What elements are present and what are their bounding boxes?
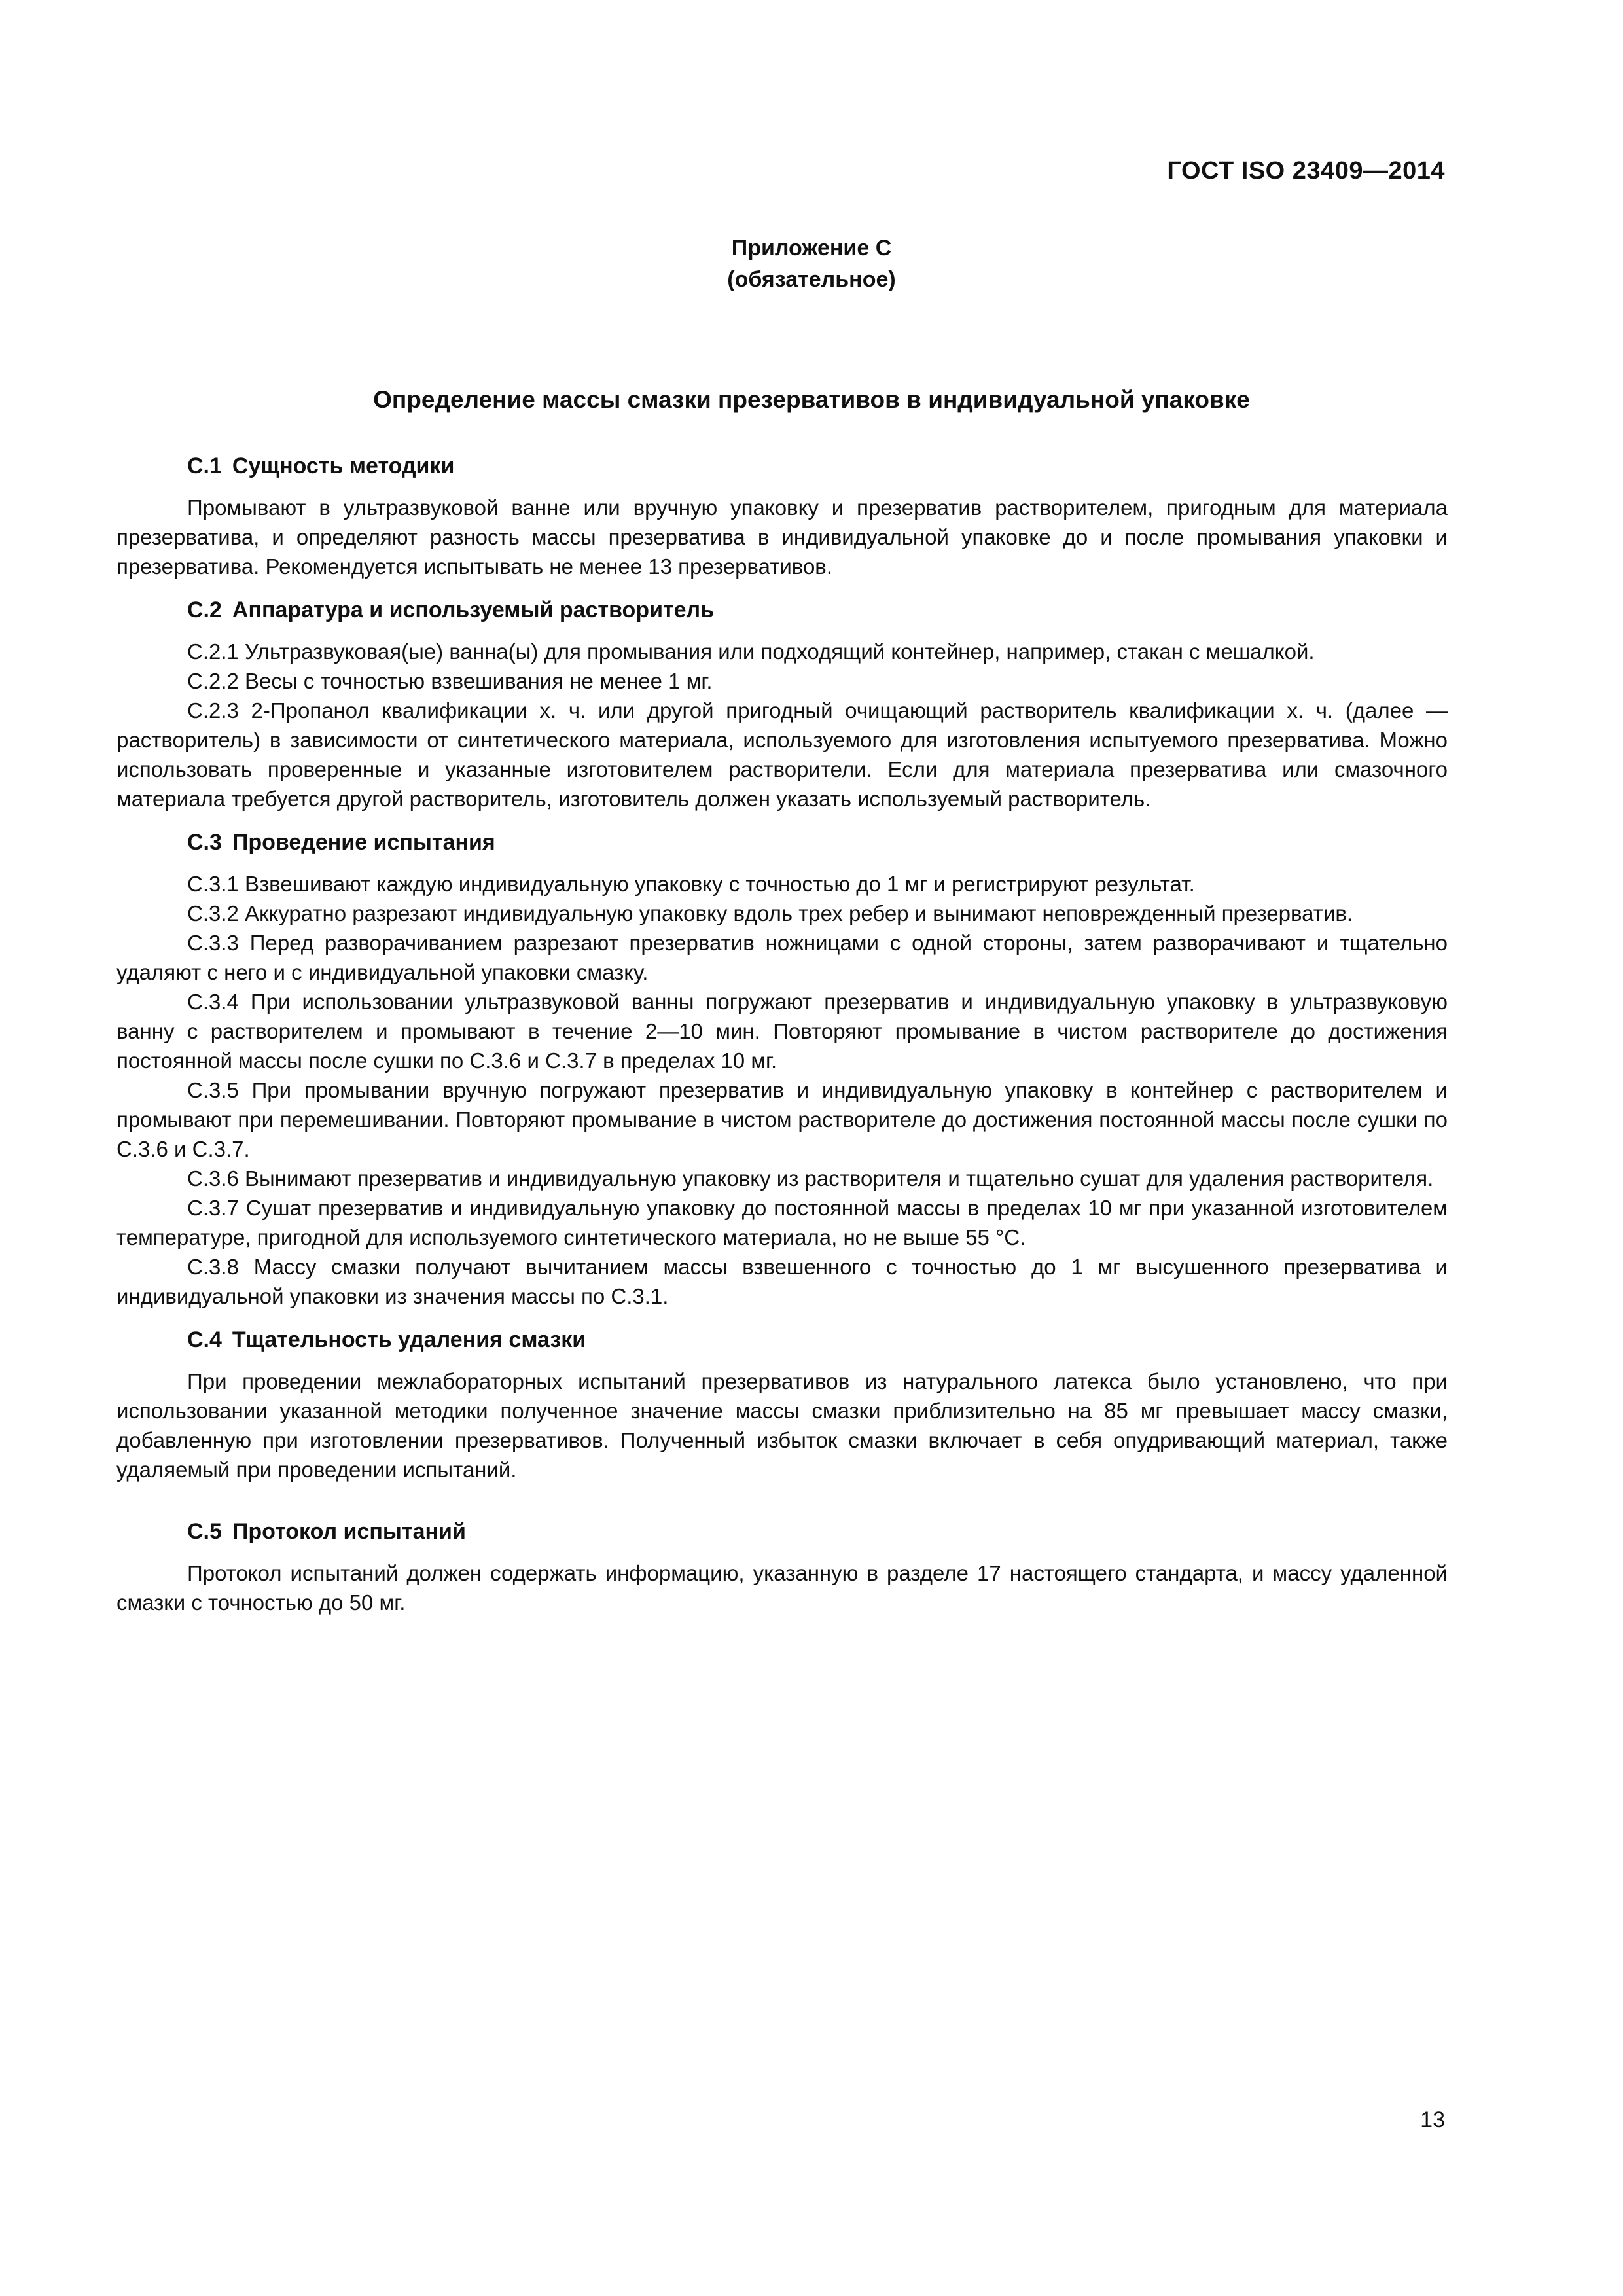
section-c5 (116, 1517, 1448, 1617)
paragraph: Промывают в ультразвуковой ванне или вручную упаковку и презерватив растворителем, пригодным для материала презерватива, и определяют разность массы презерватива в индивидуальной упаковке до и после промывания упаковки и презерватива. Рекомендуется испытывать не менее 13 презервативов. (116, 495, 1448, 579)
annex-status: (обязательное) (727, 267, 896, 292)
document-body (116, 452, 1448, 1632)
paragraph: С.3.6 Вынимают презерватив и индивидуальную упаковку из растворителя и тщательно сушат для удаления растворителя. (187, 1166, 1434, 1191)
annex-heading (0, 232, 1623, 295)
section-title: Сущность методики (232, 454, 455, 478)
section-c2 (116, 596, 1448, 814)
section-title: Тщательность удаления смазки (232, 1327, 586, 1352)
paragraph: Протокол испытаний должен содержать информацию, указанную в разделе 17 настоящего стандарта, и массу удаленной смазки с точностью до 50 мг. (116, 1561, 1448, 1615)
paragraph: При проведении межлабораторных испытаний презервативов из натурального латекса было установлено, что при использовании указанной методики полученное значение массы смазки приблизительно на 85 мг превышает массу смазки, добавленную при изготовлении презервативов. Полученный избыток смазки включает в себя опудривающий материал, также удаляемый при проведении испытаний. (116, 1369, 1448, 1482)
paragraph: С.3.3 Перед разворачиванием разрезают презерватив ножницами с одной стороны, затем разворачивают и тщательно удаляют с него и с индивидуальной упаковки смазку. (116, 931, 1448, 984)
paragraph: С.2.3 2-Пропанол квалификации х. ч. или другой пригодный очищающий растворитель квалификации х. ч. (далее — растворитель) в зависимости от синтетического материала, используемого для изготовления испытуемого презерватива. Можно использовать проверенные и указанные изготовителем растворители. Если для материала презерватива или смазочного материала требуется другой растворитель, изготовитель должен указать используемый растворитель. (116, 698, 1448, 811)
paragraph: С.3.8 Массу смазки получают вычитанием массы взвешенного с точностью до 1 мг высушенного презерватива и индивидуальной упаковки из значения массы по С.3.1. (116, 1255, 1448, 1308)
section-heading (116, 1325, 1448, 1355)
paragraph: С.3.7 Сушат презерватив и индивидуальную упаковку до постоянной массы в пределах 10 мг при указанной изготовителем температуре, пригодной для используемого синтетического материала, но не выше 55 °С. (116, 1196, 1448, 1249)
section-number: С.3 (187, 830, 222, 855)
section-title: Аппаратура и используемый растворитель (232, 598, 715, 622)
section-title: Протокол испытаний (232, 1519, 466, 1544)
section-number: С.5 (187, 1519, 222, 1544)
section-c4 (116, 1325, 1448, 1484)
paragraph: С.2.1 Ультразвуковая(ые) ванна(ы) для промывания или подходящий контейнер, например, стакан с мешалкой. (187, 639, 1315, 664)
annex-label: Приложение С (731, 236, 892, 260)
paragraph: С.3.2 Аккуратно разрезают индивидуальную упаковку вдоль трех ребер и вынимают неповрежденный презерватив. (187, 901, 1353, 925)
section-number: С.4 (187, 1327, 222, 1352)
paragraph: С.2.2 Весы с точностью взвешивания не менее 1 мг. (187, 669, 713, 693)
section-number: С.2 (187, 598, 222, 622)
section-c3 (116, 828, 1448, 1311)
annex-title: Определение массы смазки презервативов в индивидуальной упаковке (373, 386, 1250, 413)
section-heading (116, 596, 1448, 625)
page-number: 13 (1420, 2108, 1445, 2132)
section-title: Проведение испытания (232, 830, 495, 855)
section-number: С.1 (187, 454, 222, 478)
paragraph: С.3.5 При промывании вручную погружают презерватив и индивидуальную упаковку в контейнер с растворителем и промывают при перемешивании. Повторяют промывание в чистом растворителе до достижения постоянной массы после сушки по С.3.6 и С.3.7. (116, 1078, 1448, 1161)
paragraph: С.3.1 Взвешивают каждую индивидуальную упаковку с точностью до 1 мг и регистрируют результат. (187, 872, 1195, 896)
paragraph: С.3.4 При использовании ультразвуковой ванны погружают презерватив и индивидуальную упаковку в ультразвуковую ванну с растворителем и промывают в течение 2—10 мин. Повторяют промывание в чистом растворителе до достижения постоянной массы после сушки по С.3.6 и С.3.7 в пределах 10 мг. (116, 990, 1448, 1073)
section-c1 (116, 452, 1448, 581)
section-heading (116, 452, 1448, 481)
section-heading (116, 828, 1448, 857)
standard-code: ГОСТ ISO 23409—2014 (1167, 157, 1445, 185)
section-heading (116, 1517, 1448, 1547)
